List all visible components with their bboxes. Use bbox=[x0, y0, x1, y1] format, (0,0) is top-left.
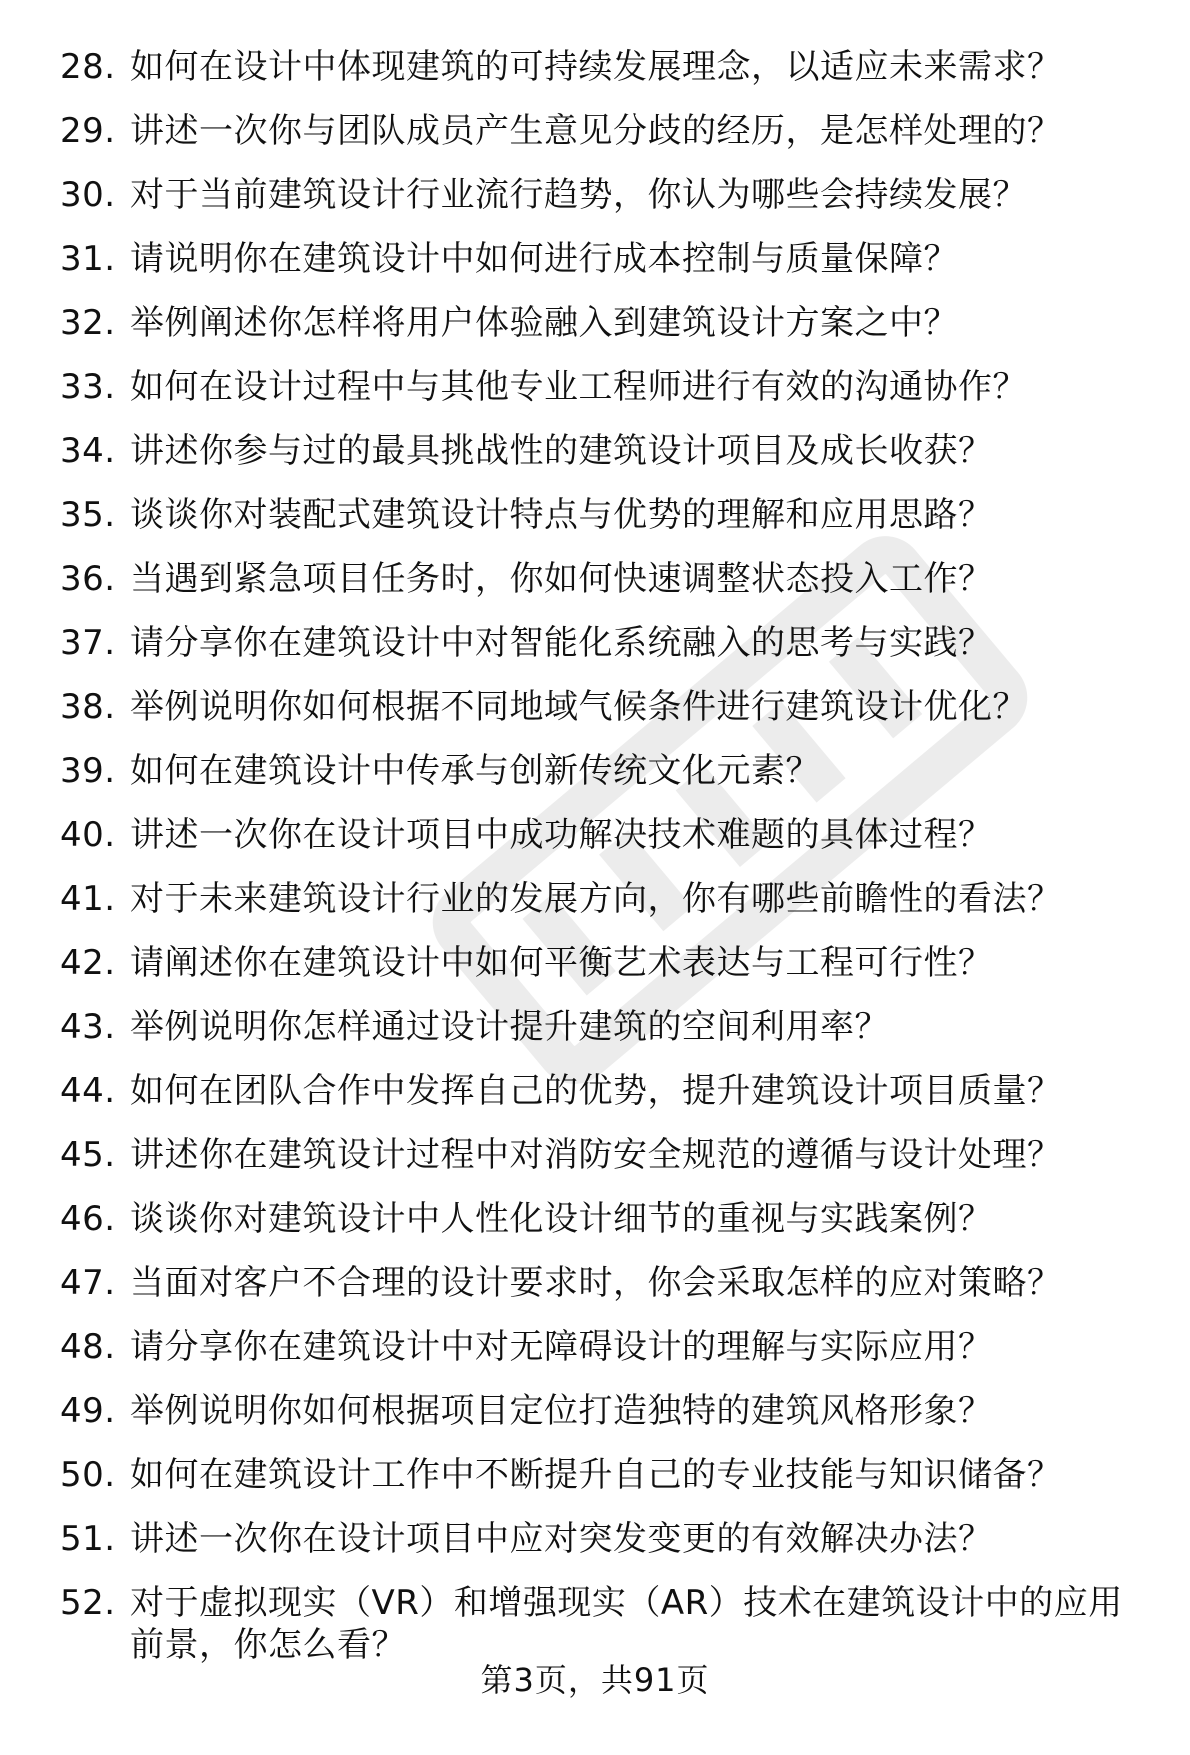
item-number: 31. bbox=[60, 239, 116, 279]
item-text: 讲述一次你在设计项目中成功解决技术难题的具体过程？ bbox=[130, 815, 993, 855]
list-item bbox=[60, 686, 1150, 728]
item-text: 对于未来建筑设计行业的发展方向，你有哪些前瞻性的看法？ bbox=[130, 879, 1062, 919]
item-text: 讲述一次你在设计项目中应对突发变更的有效解决办法？ bbox=[130, 1519, 993, 1559]
list-item bbox=[60, 430, 1150, 472]
item-text: 举例说明你如何根据项目定位打造独特的建筑风格形象？ bbox=[130, 1391, 993, 1431]
item-number: 40. bbox=[60, 815, 116, 855]
item-text: 请说明你在建筑设计中如何进行成本控制与质量保障？ bbox=[130, 239, 958, 279]
list-item bbox=[60, 302, 1150, 344]
item-number: 43. bbox=[60, 1007, 116, 1047]
list-item bbox=[60, 238, 1150, 280]
item-number: 38. bbox=[60, 687, 116, 727]
item-text: 举例阐述你怎样将用户体验融入到建筑设计方案之中？ bbox=[130, 303, 958, 343]
list-item bbox=[60, 46, 1150, 88]
item-number: 50. bbox=[60, 1455, 116, 1495]
list-item bbox=[60, 1262, 1150, 1304]
item-number: 44. bbox=[60, 1071, 116, 1111]
list-item bbox=[60, 1390, 1150, 1432]
list-item bbox=[60, 942, 1150, 984]
item-number: 35. bbox=[60, 495, 116, 535]
item-number: 28. bbox=[60, 47, 116, 87]
item-number: 36. bbox=[60, 559, 116, 599]
list-item bbox=[60, 1518, 1150, 1560]
item-text: 请分享你在建筑设计中对智能化系统融入的思考与实践？ bbox=[130, 623, 993, 663]
list-item bbox=[60, 558, 1150, 600]
item-number: 29. bbox=[60, 111, 116, 151]
item-text: 如何在设计中体现建筑的可持续发展理念，以适应未来需求？ bbox=[130, 47, 1062, 87]
item-number: 34. bbox=[60, 431, 116, 471]
item-number: 41. bbox=[60, 879, 116, 919]
item-text: 对于当前建筑设计行业流行趋势，你认为哪些会持续发展？ bbox=[130, 175, 1027, 215]
item-text: 如何在建筑设计中传承与创新传统文化元素？ bbox=[130, 751, 820, 791]
item-text: 如何在建筑设计工作中不断提升自己的专业技能与知识储备？ bbox=[130, 1455, 1062, 1495]
item-number: 30. bbox=[60, 175, 116, 215]
question-list bbox=[60, 46, 1150, 1666]
item-text: 请分享你在建筑设计中对无障碍设计的理解与实际应用？ bbox=[130, 1327, 993, 1367]
item-text: 请阐述你在建筑设计中如何平衡艺术表达与工程可行性？ bbox=[130, 943, 993, 983]
item-number: 52. bbox=[60, 1583, 116, 1623]
item-text: 当面对客户不合理的设计要求时，你会采取怎样的应对策略？ bbox=[130, 1263, 1062, 1303]
list-item bbox=[60, 1326, 1150, 1368]
item-text: 谈谈你对装配式建筑设计特点与优势的理解和应用思路？ bbox=[130, 495, 993, 535]
item-text: 对于虚拟现实（VR）和增强现实（AR）技术在建筑设计中的应用前景，你怎么看？ bbox=[130, 1583, 1123, 1665]
item-number: 33. bbox=[60, 367, 116, 407]
list-item bbox=[60, 622, 1150, 664]
item-number: 51. bbox=[60, 1519, 116, 1559]
item-number: 49. bbox=[60, 1391, 116, 1431]
list-item bbox=[60, 366, 1150, 408]
item-number: 32. bbox=[60, 303, 116, 343]
item-number: 42. bbox=[60, 943, 116, 983]
list-item bbox=[60, 494, 1150, 536]
list-item bbox=[60, 750, 1150, 792]
item-number: 48. bbox=[60, 1327, 116, 1367]
item-number: 45. bbox=[60, 1135, 116, 1175]
list-item bbox=[60, 1006, 1150, 1048]
item-number: 46. bbox=[60, 1199, 116, 1239]
page-number-footer: 第3页，共91页 bbox=[480, 1661, 710, 1699]
list-item bbox=[60, 1454, 1150, 1496]
list-item bbox=[60, 174, 1150, 216]
item-text: 讲述一次你与团队成员产生意见分歧的经历，是怎样处理的？ bbox=[130, 111, 1062, 151]
list-item bbox=[60, 110, 1150, 152]
list-item bbox=[60, 814, 1150, 856]
item-text: 讲述你参与过的最具挑战性的建筑设计项目及成长收获？ bbox=[130, 431, 993, 471]
item-number: 37. bbox=[60, 623, 116, 663]
list-item bbox=[60, 1582, 1150, 1666]
item-text: 谈谈你对建筑设计中人性化设计细节的重视与实践案例？ bbox=[130, 1199, 993, 1239]
item-text: 如何在团队合作中发挥自己的优势，提升建筑设计项目质量？ bbox=[130, 1071, 1062, 1111]
item-text: 讲述你在建筑设计过程中对消防安全规范的遵循与设计处理？ bbox=[130, 1135, 1062, 1175]
list-item bbox=[60, 1198, 1150, 1240]
item-text: 举例说明你如何根据不同地域气候条件进行建筑设计优化？ bbox=[130, 687, 1027, 727]
item-text: 举例说明你怎样通过设计提升建筑的空间利用率？ bbox=[130, 1007, 889, 1047]
list-item bbox=[60, 1070, 1150, 1112]
item-number: 39. bbox=[60, 751, 116, 791]
item-number: 47. bbox=[60, 1263, 116, 1303]
item-text: 当遇到紧急项目任务时，你如何快速调整状态投入工作？ bbox=[130, 559, 993, 599]
list-item bbox=[60, 1134, 1150, 1176]
list-item bbox=[60, 878, 1150, 920]
item-text: 如何在设计过程中与其他专业工程师进行有效的沟通协作？ bbox=[130, 367, 1027, 407]
